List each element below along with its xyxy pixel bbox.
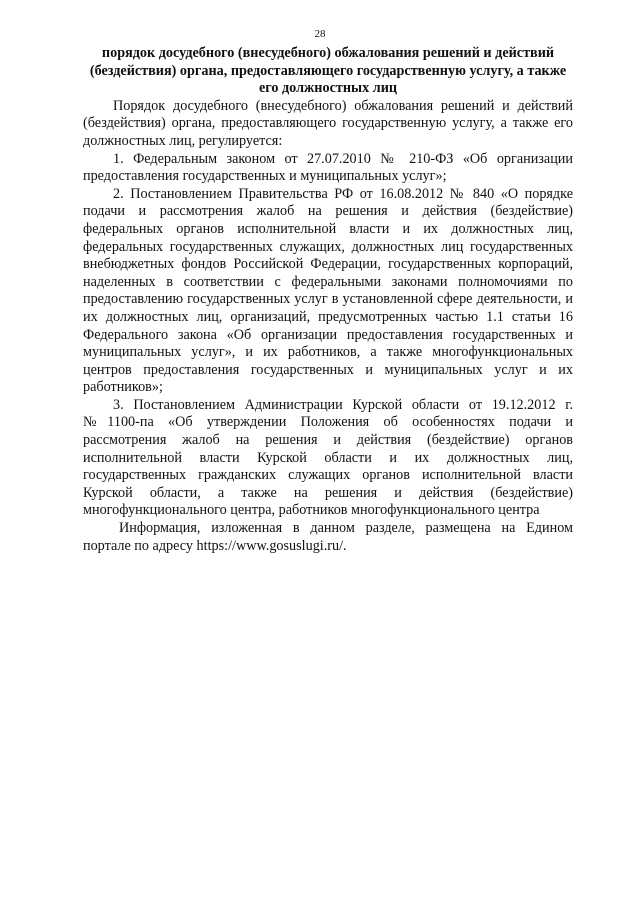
page-number: 28 — [314, 28, 326, 40]
paragraph-item-1: 1. Федеральным законом от 27.07.2010 № 210-ФЗ «Об организации предоставления государственных и муниципальных услуг»; — [83, 150, 573, 185]
section-heading: порядок досудебного (внесудебного) обжалования решений и действий (бездействия) органа, предоставляющего государственную услугу, а также его должностных лиц — [89, 45, 567, 97]
paragraph-portal-info: Информация, изложенная в данном разделе, размещена на Едином портале по адресу https://www.gosuslugi.ru/. — [83, 520, 573, 554]
section-body — [83, 45, 573, 555]
paragraph-item-3: 3. Постановлением Администрации Курской области от 19.12.2012 г. №1100-па «Об утверждении Положения об особенностях подачи и рассмотрения жалоб на решения и действия (бездействие) органов исполнительной власти Курской области и их должностных лиц, государственных гражданских служащих органов исполнительной власти Курской области, а также на решения и действия (бездействие) многофункционального центра, работников многофункционального центра — [83, 396, 573, 519]
paragraph-intro: Порядок досудебного (внесудебного) обжалования решений и действий (бездействия) органа, предоставляющего государственную услугу, а также его должностных лиц, регулируется: — [83, 97, 573, 149]
paragraph-item-2: 2. Постановлением Правительства РФ от 16.08.2012 № 840 «О порядке подачи и рассмотрения жалоб на решения и действия (бездействие) федеральных органов исполнительной власти и их должностных лиц, федеральных государственных служащих, должностных лиц государственных внебюджетных фондов Российской Федерации, государственных корпораций, наделенных в соответствии с федеральными законами полномочиями по предоставлению государственных услуг в установленной сфере деятельности, и их должностных лиц, организаций, предусмотренных частью 1.1 статьи 16 Федерального закона «Об организации предоставления государственных и муниципальных услуг», и их работников, а также многофункциональных центров предоставления государственных и муниципальных услуг и их работников»; — [83, 185, 573, 396]
